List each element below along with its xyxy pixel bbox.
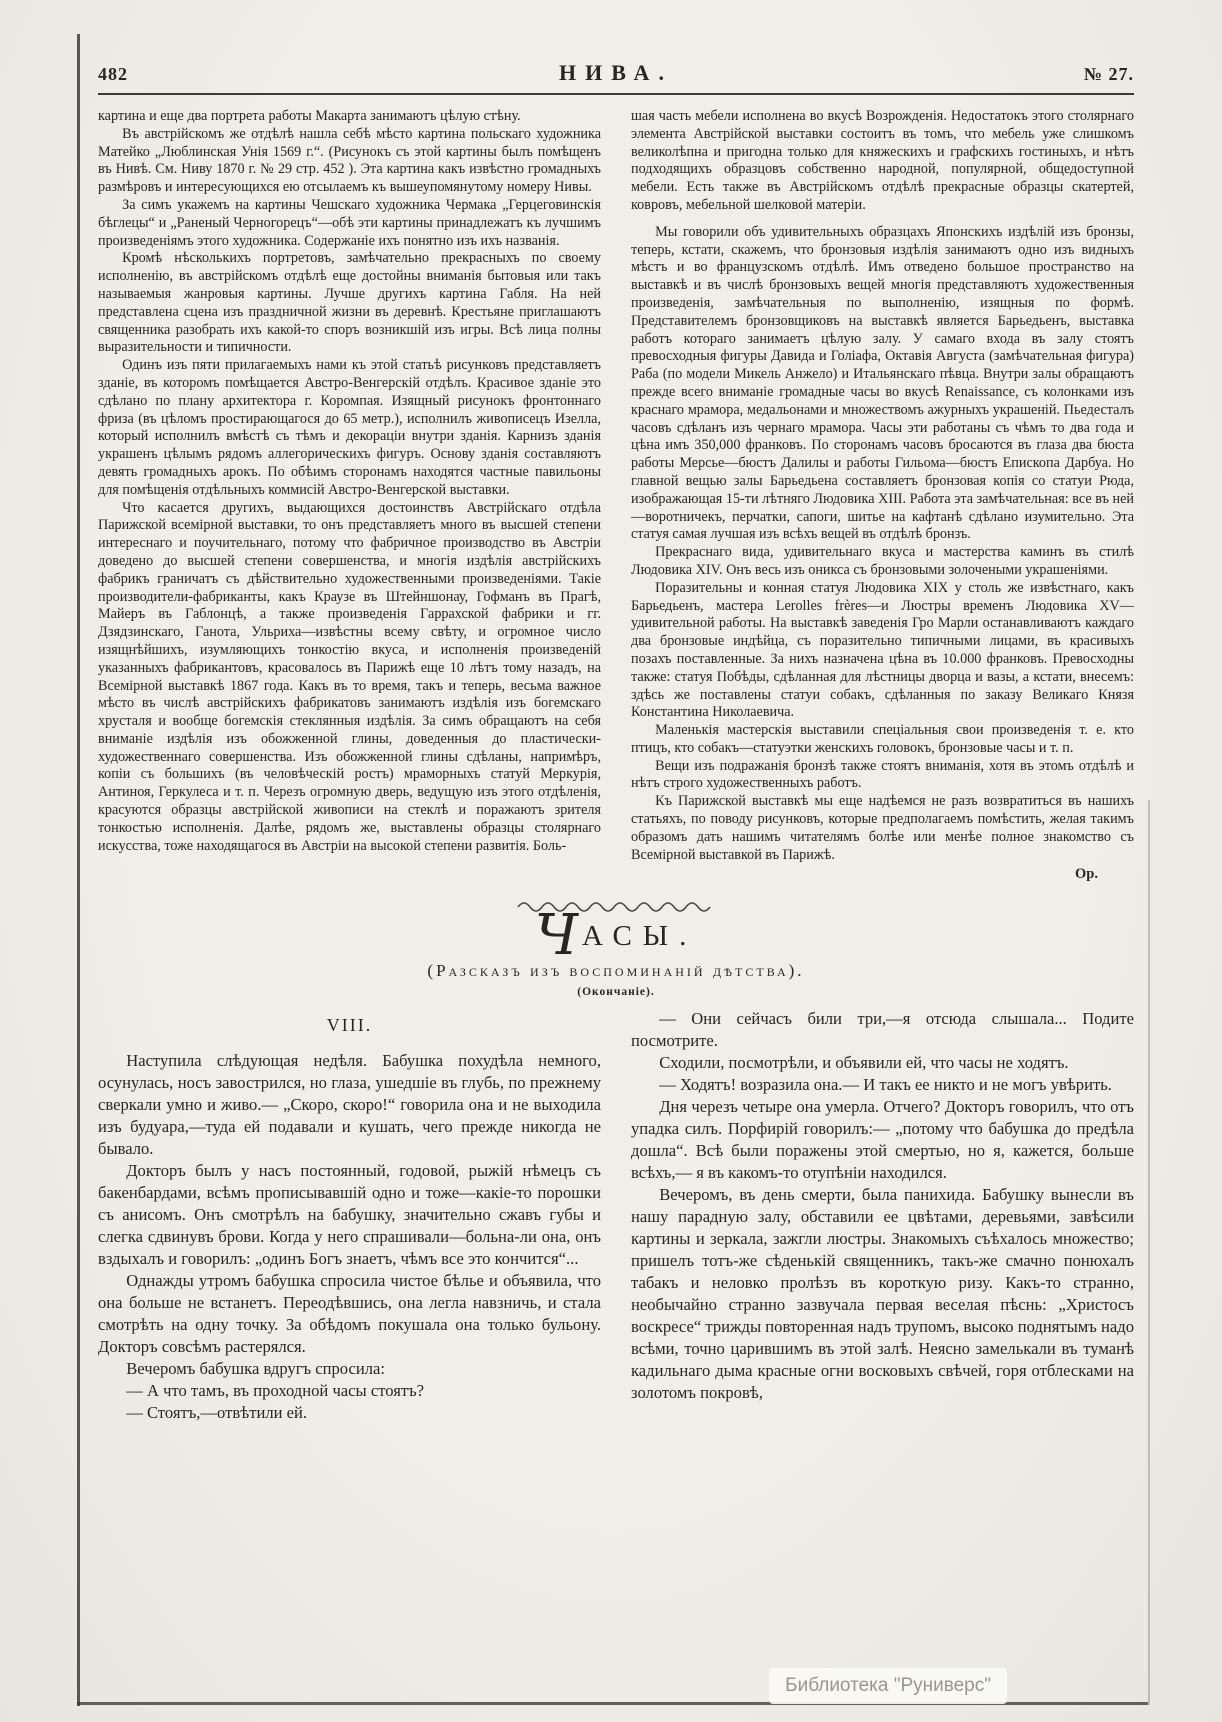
story-section (98, 1008, 1134, 1424)
article-right-paragraphs (631, 108, 1134, 864)
page-left-edge (77, 34, 80, 1706)
article-signature: Ор. (1075, 866, 1098, 883)
section-divider (98, 900, 1134, 912)
paragraph: Мы говорили объ удивительныхъ образцахъ Японскихъ издѣлій изъ бронзы, теперь, кстати, скажемъ, что бронзовыя издѣлія занимаютъ одно изъ видныхъ мѣстъ и во французскомъ отдѣлѣ. Имъ отведено большое пространство на выставкѣ и въ числѣ бронзовыхъ вещей многія представляютъ художественныя произведенія, замѣчательныя по выполненію, изящныя по формѣ. Представителемъ бронзовщиковъ на выставкѣ является Барьедьенъ, выставка работъ котораго занимаетъ цѣлую залу. У самаго входа въ залу стоятъ превосходныя фигуры Давида и Голіафа, Октавія Августа (замѣчательная фигура) Раба (по модели Микель Анжело) и Итальянскаго пѣвца. Внутри залы обращаютъ прежде всего вниманіе громадные часы во вкусѣ Renaissance, съ колонками изъ краснаго мрамора, медальонами и множествомъ ажурныхъ украшеній. Пьедесталъ часовъ сдѣланъ изъ чернаго мрамора. Часы эти работаны съ чѣмъ то два года и цѣна имъ 350,000 франковъ. По сторонамъ часовъ бросаются въ глаза два бюста работы Мерсье—бюстъ Далилы и работы Гильома—бюстъ Епископа Дарбуа. Но главной вещью залы Барьедьена составляетъ бронзовая копія со статуи Рюда, изображающая 15-ти лѣтняго Людовика XIII. Работа эта замѣчательная: все въ ней—воротничекъ, перчатки, сапоги, шитье на кафтанѣ сдѣлано изумительно. Эта статуя самая лучшая изъ всѣхъ вещей въ отдѣлѣ бронзъ. (631, 223, 1134, 543)
paragraph: Докторъ былъ у насъ постоянный, годовой, рыжій нѣмецъ съ бакенбардами, всѣмъ прописывавшій одно и тоже—какіе-то порошки съ анисомъ. Онъ смотрѣлъ на бабушку, значительно сжавъ губы и слегка сдвинувъ брови. Когда у него спрашивали—больна-ли она, онъ вздыхалъ и говорилъ: „одинъ Богъ знаетъ, чѣмъ все это кончится“... (98, 1161, 601, 1269)
story-title (98, 903, 1134, 969)
header-rule (98, 93, 1134, 95)
paragraph: Что касается другихъ, выдающихся достоинствъ Австрійскаго отдѣла Парижской всемірной выставки, то онъ представляетъ много въ высшей степени интереснаго и поучительнаго, потому что фабричное производство въ Австріи доведено до высшей степени совершенства, и многія издѣлія австрійскихъ фабрикъ граничатъ съ дѣйствительно художественными произведеніями. Такіе производители-фабриканты, какъ Краузе въ Штейншонау, Гофманъ въ Прагѣ, Майеръ въ Габлонцѣ, а также произведенія Гаррахской фабрики и гг. Дзядзинскаго, Ганота, Ульриха—извѣстны всему свѣту, и огромное число изящнѣйшихъ, изумляющихъ тонкостію вкуса, и исполненія произведеній указанныхъ фабрикантовъ, красовалось въ Парижѣ еще 10 лѣтъ тому назадъ, на Всемірной выставкѣ 1867 года. Какъ въ то время, такъ и теперь, весьма важное мѣсто въ числѣ австрійскихъ фабрикатовъ занимаютъ издѣлія изъ богемскаго хрусталя и вообще богемскія стеклянныя издѣлія. За симъ обращаютъ на себя вниманіе издѣлія изъ обожженной глины, доведенныя до пластически-художественнаго совершенства. Изъ обожженной глины сдѣланы, напримѣръ, копіи съ большихъ (въ человѣческій ростъ) мраморныхъ статуй Меркурія, Антиноя, Геркулеса и т. п. Черезъ огромную дверь, ведущую изъ этого отдѣленія, красуются образцы австрійской живописи на стеклѣ и поражаютъ зрителя тонкостью исполненія. Далѣе, рядомъ же, выставлены образцы столярнаго искусства, тоже находящагося въ Австріи на высокой степени развитія. Боль- (98, 499, 601, 854)
story-note: (Окончаніе). (577, 986, 655, 999)
article-section (98, 108, 1134, 884)
paragraph: — А что тамъ, въ проходной часы стоятъ? (126, 1381, 425, 1401)
page-content (98, 60, 1134, 1424)
paragraph: Кромѣ нѣсколькихъ портретовъ, замѣчательно прекрасныхъ по своему исполненію, въ австрійскомъ отдѣлѣ еще достойны вниманія бытовыя или такъ называемыя жанровыя картины. Лучше другихъ картина Габля. На ней представлена сцена изъ праздничной жизни въ деревнѣ. Крестьяне приглашаютъ священника разобрать ихъ какой-то споръ возникшій изъ игры. Всѣ лица полны выразительности и типичности. (98, 250, 601, 356)
masthead (98, 60, 1134, 86)
article-column-left (98, 108, 601, 884)
paragraph: картина и еще два портрета работы Макарта занимаютъ цѣлую стѣну. (98, 108, 521, 124)
paragraph: шая часть мебели исполнена во вкусѣ Возрожденія. Недостатокъ этого столярнаго элемента Австрійской выставки состоитъ въ томъ, что мебель уже слишкомъ великолѣпна и пригодна только для княжескихъ и графскихъ гостиныхъ, и нѣтъ подходящихъ образцовъ собственно народной, популярной, общедоступной мебели. Есть также въ Австрійскомъ отдѣлѣ прекрасные образцы скатертей, ковровъ, мебельной шелковой матеріи. (631, 108, 1134, 213)
paragraph: Вечеромъ, въ день смерти, была панихида. Бабушку вынесли въ нашу парадную залу, обставили ее цвѣтами, деревьями, завѣсили картины и зеркала, зажгли люстры. Знакомыхъ съѣхалось множество; пришелъ тотъ-же сѣденькій священникъ, такъ-же смачно понюхалъ табакъ и неловко пролѣзъ въ короткую ризу. Какъ-то странно, необычайно странно зазвучала первая веселая пѣснь: „Христосъ воскресе“ трижды повторенная надъ трупомъ, высоко поднятымъ надо всѣми, точно царившимъ въ этой залѣ. Неясно замелькали въ туманѣ кадильнаго дыма красные огни восковыхъ свѣчей, горя отблесками на золотомъ покровѣ, (631, 1185, 1134, 1403)
page-right-edge (1148, 800, 1150, 1705)
paragraph: Наступила слѣдующая недѣля. Бабушка похудѣла немного, осунулась, носъ завострился, но глаза, ушедшіе въ глубь, по прежнему сверкали умно и живо.— „Скоро, скоро!“ говорила она и не выходила изъ будуара,—туда ей подавали и кушать, чего прежде никогда не бывало. (98, 1051, 601, 1159)
article-column-right (631, 108, 1134, 884)
paragraph: Маленькія мастерскія выставили спеціальныя свои произведенія т. е. кто птицъ, кто собакъ—статуэтки женскихъ головокъ, бронзовые часы и т. п. (631, 722, 1134, 756)
story-header (98, 903, 1134, 999)
story-left-paragraphs (98, 1050, 601, 1424)
paragraph: Дня черезъ четыре она умерла. Отчего? Докторъ говорилъ, что отъ упадка силъ. Порфирій говорилъ:— „потому что бабушка до предѣла дошла“. Всѣ были поражены этой смертью, но я, кажется, больше всѣхъ,— я въ какомъ-то отупѣніи находился. (631, 1097, 1134, 1183)
story-title-rest: АСЫ. (581, 920, 698, 953)
paragraph: Прекраснаго вида, удивительнаго вкуса и мастерства каминъ въ стилѣ Людовика XIV. Онъ весь изъ оникса съ бронзовыми золочеными украшеніями. (631, 544, 1134, 578)
issue-number: № 27. (1083, 64, 1134, 84)
paragraph: Одинъ изъ пяти прилагаемыхъ нами къ этой статьѣ рисунковъ представляетъ зданіе, въ которомъ помѣщается Австро-Венгерскій отдѣлъ. Красивое зданіе это сдѣлано по плану архитектора г. Коромпая. Изящный рисунокъ фронтоннаго фриза (въ цѣломъ простирающагося до 65 метр.), исполнилъ живописецъ Изелла, который исполнилъ вмѣстѣ съ тѣмъ и декораціи внутри зданія. Карнизъ зданія украшенъ цѣлымъ рядомъ аллегорическихъ фигуръ. Основу зданія составляютъ девять громадныхъ арокъ. По обѣимъ сторонамъ находятся частные павильоны для помѣщенія отдѣльныхъ коммисій Австро-Венгерской выставки. (98, 357, 601, 498)
story-title-dropcap: Ч (534, 903, 578, 969)
paragraph: — Стоятъ,—отвѣтили ей. (126, 1403, 308, 1423)
story-subtitle: (Разсказъ изъ воспоминаній дѣтства). (427, 961, 805, 981)
paragraph: За симъ укажемъ на картины Чешскаго художника Чермака „Герцеговинскія бѣглецы“ и „Раненый Черногорецъ“—обѣ эти картины принадлежатъ къ лучшимъ произведеніямъ этого художника. Содержаніе ихъ понятно изъ ихъ названія. (98, 196, 601, 249)
paragraph: Въ австрійскомъ же отдѣлѣ нашла себѣ мѣсто картина польскаго художника Матейко „Люблинская Унія 1569 г.“. (Рисунокъ съ этой картины былъ помѣщенъ въ Нивѣ. См. Ниву 1870 г. № 29 стр. 452 ). Эта картина какъ извѣстно громадныхъ размѣровъ и интересующихся ею отсылаемъ къ вышеупомянутому номеру Нивы. (98, 125, 601, 196)
story-column-right (631, 1008, 1134, 1424)
paragraph: Вещи изъ подражанія бронзѣ также стоятъ вниманія, хотя въ этомъ отдѣлѣ и нѣтъ строго художественныхъ работъ. (631, 757, 1134, 792)
story-column-left (98, 1008, 601, 1424)
journal-title: НИВА. (559, 60, 673, 85)
chapter-heading: VIII. (326, 1015, 373, 1036)
paragraph: Сходили, посмотрѣли, и объявили ей, что часы не ходятъ. (659, 1053, 1069, 1073)
paragraph: — Они сейчасъ били три,—я отсюда слышала... Подите посмотрите. (631, 1009, 1134, 1051)
paragraph: Вечеромъ бабушка вдругъ спросила: (126, 1359, 386, 1379)
paragraph: Поразительны и конная статуя Людовика XIX у столь же извѣстнаго, какъ Барьедьенъ, мастера Lerolles frères—и Люстры временъ Людовика XV—удивительной работы. На выставкѣ заведенія Гро Марли останавливаютъ каждаго два бронзовые индѣйца, съ поразительно типичными лицами, въ красивыхъ позахъ поставленные. За нихъ назначена цѣна въ 10.000 франковъ. Превосходны также: статуя Побѣды, сдѣланная для лѣстницы дворца и вазы, а кстати, внесемъ: здѣсь же поставлены статуи собакъ, сдѣланныя по заказу Великаго Князя Константина Николаевича. (631, 579, 1134, 721)
page-number: 482 (98, 64, 128, 84)
paragraph: Къ Парижской выставкѣ мы еще надѣемся не разъ возвратиться въ нашихъ статьяхъ, по поводу рисунковъ, которые предполагаемъ помѣстить, желая такимъ образомъ дать нашимъ читателямъ болѣе или менѣе полное знакомство съ Всемірной выставкой въ Парижѣ. (631, 793, 1134, 863)
library-watermark: Библиотека "Руниверс" (769, 1668, 1007, 1704)
paragraph: Однажды утромъ бабушка спросила чистое бѣлье и объявила, что она больше не встанетъ. Переодѣвшись, она легла навзничь, и стала смотрѣть на одну точку. За обѣдомъ покушала она только бульону. Докторъ совсѣмъ растерялся. (98, 1271, 601, 1357)
paragraph: — Ходятъ! возразила она.— И такъ ее никто и не могъ увѣрить. (659, 1075, 1112, 1095)
